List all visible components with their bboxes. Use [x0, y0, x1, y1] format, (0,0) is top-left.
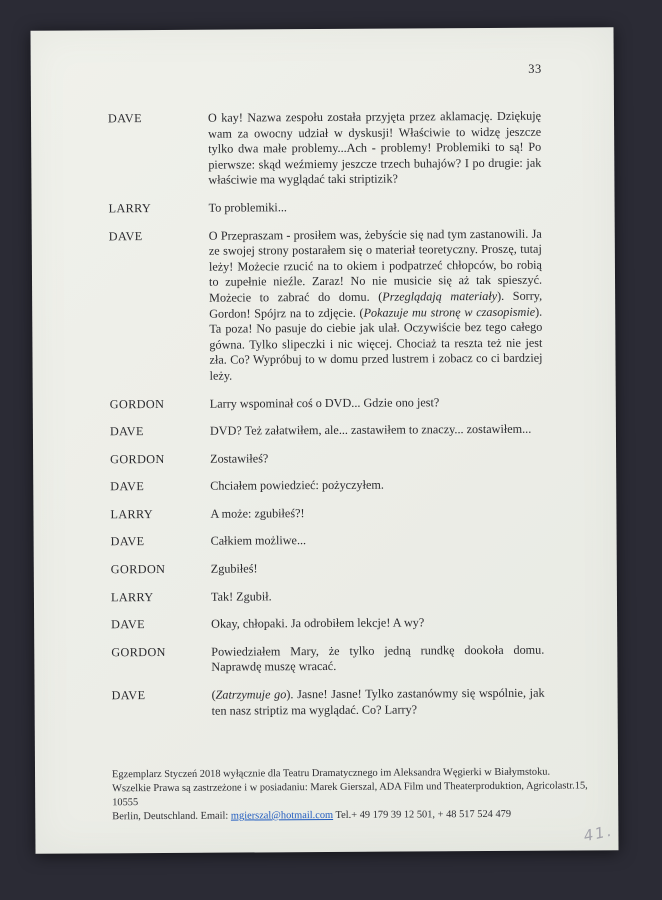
footer-line-3 — [112, 807, 592, 824]
dialogue-text — [212, 686, 545, 719]
dialogue-segment: Powiedziałem Mary, że tylko jedną rundkę dookoła domu. Naprawdę muszę wracać. — [211, 642, 545, 675]
dialogue-entry — [110, 505, 543, 523]
stage-direction: Przeglądają materiały — [382, 288, 498, 304]
dialogue-text — [209, 199, 542, 217]
page-number: 33 — [528, 61, 542, 76]
dialogue-text — [210, 422, 543, 440]
dialogue-segment: O kay! Nazwa zespołu została przyjęta przez aklamację. Dziękuję wam za owocny udział w dyskusji! Właściwie to widzę jeszcze tylko dwa małe problemy...Ach - problemy! Problemiki to są! Po pierwsze: skąd weźmiemy jeszcze trzech buhajów? I po drugie: jak właściwie ma wyglądać taki striptizik? — [207, 108, 542, 188]
stage-direction: Zatrzymuje go — [215, 687, 287, 702]
dialogue-text — [211, 643, 544, 676]
footer-line-3-post: Tel.+ 49 179 39 12 501, + 48 517 524 479 — [333, 808, 512, 821]
copyright-footer — [112, 765, 592, 824]
dialogue-text — [208, 109, 541, 189]
dialogue-entry — [111, 532, 544, 550]
speaker-name: DAVE — [107, 111, 142, 126]
dialogue-text — [211, 532, 544, 550]
scanned-script-page — [30, 27, 618, 854]
dialogue-segment: O Przepraszam - prosiłem was, żebyście się nad tym zastanowili. Ja ze swojej strony postarałem się o materiał teoretyczny. Proszę, tutaj leży! Możecie rzucić na to okiem i podpatrzeć chłopców, bo robią to zupełnie nieźle. Zaraz! No nie musicie się aż tak spieszyć. Możecie to zabrać do domu. ( — [208, 226, 543, 305]
dialogue-segment: Larry wspominał coś o DVD... Gdzie ono jest? — [209, 394, 440, 411]
speaker-name: LARRY — [110, 506, 154, 522]
dialogue-text — [210, 505, 543, 523]
speaker-name: DAVE — [110, 479, 145, 494]
dialogue-entry — [111, 615, 544, 633]
dialogue-text — [210, 394, 543, 412]
dialogue-text — [210, 449, 543, 467]
speaker-name: GORDON — [110, 562, 166, 577]
dialogue-entry — [112, 686, 545, 720]
dialogue-entry — [109, 199, 542, 217]
speaker-name: DAVE — [111, 617, 146, 632]
speaker-name: DAVE — [109, 424, 144, 439]
footer-line-1: Egzemplarz Styczeń 2018 wyłącznie dla Teatru Dramatycznego im Aleksandra Węgierki w Białymstoku. — [112, 766, 551, 781]
dialogue-text — [211, 560, 544, 578]
dialogue-entry — [111, 643, 544, 677]
dialogue-text — [210, 477, 543, 495]
dialogue-segment: Tak! Zgubił. — [210, 588, 272, 604]
footer-line-2: Wszelkie Prawa są zastrzeżone i w posiadaniu: Marek Gierszal, ADA Film und Theaterproduktion, Agricolastr.15, 10555 — [112, 780, 588, 809]
dialogue-text — [209, 226, 543, 384]
speaker-name: GORDON — [110, 451, 165, 466]
stage-direction: Pokazuje mu stronę w czasopismie — [363, 304, 536, 320]
speaker-name: LARRY — [110, 589, 154, 604]
dialogue-entry — [110, 394, 543, 412]
speaker-name: GORDON — [111, 644, 166, 660]
dialogue-segment: ). Sorry, Gordon! Spójrz na to zdjęcie. ( — [209, 288, 543, 321]
dialogue-segment: A może: zgubiłeś?! — [210, 505, 305, 521]
footer-line-3-pre: Berlin, Deutschland. Email: — [112, 810, 231, 823]
dialogue-entry — [111, 560, 544, 578]
dialogue-segment: ). Ta poza! No pasuje do ciebie jak ulał. Oczywiście bez tego całego gówna. Tylko slipeczki i nic więcej. Chociaż ta reszta też nie jest zła. Co? Wypróbuj to w domu przed lustrem i zobacz co ci bardziej leży. — [209, 304, 543, 383]
dialogue-segment: Zostawiłeś? — [210, 451, 269, 466]
dialogue-text — [211, 615, 544, 633]
script-body — [108, 109, 545, 732]
dialogue-segment: Okay, chłopaki. Ja odrobiłem lekcje! A wy? — [211, 615, 425, 631]
dialogue-entry — [110, 422, 543, 440]
speaker-name: DAVE — [108, 228, 143, 243]
dialogue-segment: Chciałem powiedzieć: pożyczyłem. — [210, 477, 384, 493]
dialogue-entry — [110, 477, 543, 495]
dialogue-text — [211, 587, 544, 605]
dialogue-entry — [108, 109, 541, 190]
dialogue-segment: ). Jasne! Jasne! Tylko zastanówmy się wspólnie, jak ten nasz striptiz ma wyglądać. Co? Larry? — [211, 685, 545, 718]
speaker-name: LARRY — [108, 201, 152, 216]
email-link[interactable]: mgierszal@hotmail.com — [230, 809, 334, 822]
dialogue-segment: Zgubiłeś! — [210, 561, 258, 576]
dialogue-segment: DVD? Też załatwiłem, ale... zastawiłem to znaczy... zostawiłem... — [209, 421, 532, 438]
dialogue-segment: Całkiem możliwe... — [210, 533, 307, 549]
dialogue-segment: To problemiki... — [208, 200, 287, 215]
dialogue-entry — [110, 449, 543, 467]
speaker-name: DAVE — [111, 688, 146, 703]
dialogue-entry — [111, 587, 544, 605]
speaker-name: DAVE — [110, 534, 145, 549]
dialogue-entry — [109, 226, 543, 385]
dialogue-segment: ( — [211, 687, 216, 702]
speaker-name: GORDON — [109, 396, 165, 411]
handwritten-page-mark: 41. — [581, 821, 615, 846]
